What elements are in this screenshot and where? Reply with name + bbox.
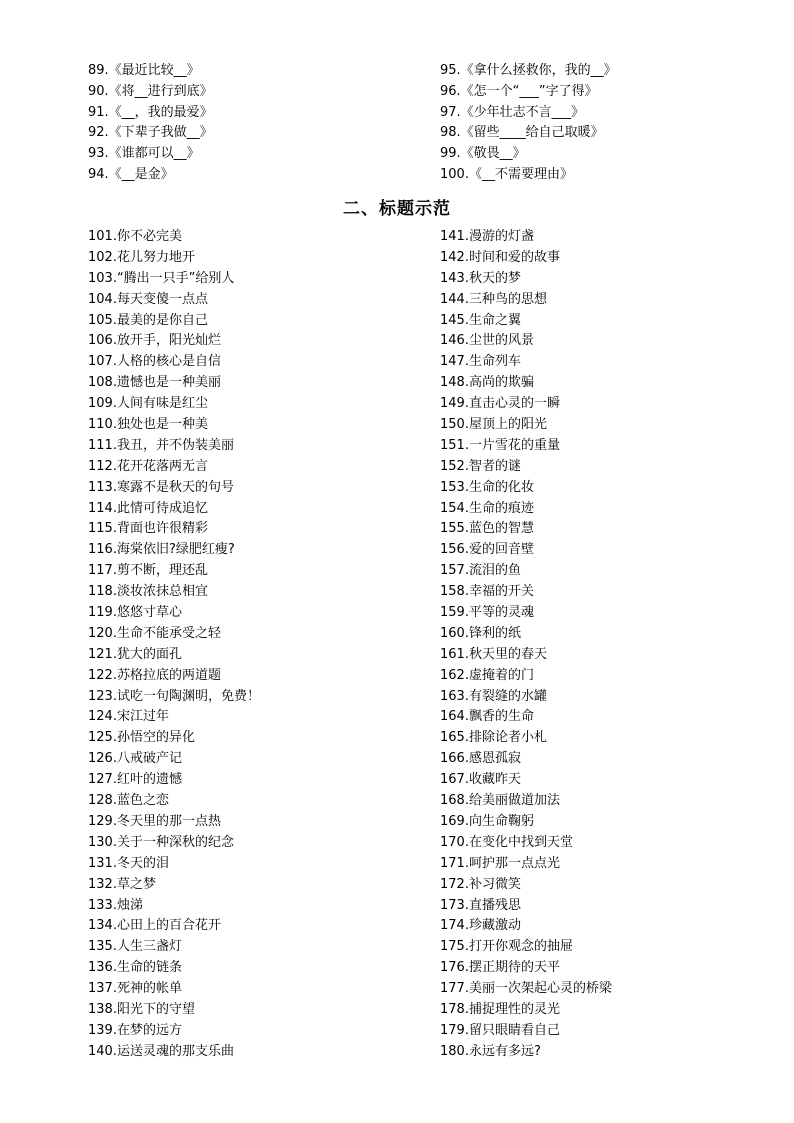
list-item: 142.时间和爱的故事 (440, 249, 560, 265)
list-item: 105.最美的是你自己 (88, 312, 208, 328)
list-item: 179.留只眼睛看自己 (440, 1022, 560, 1038)
list-item: 111.我丑，并不伪装美丽 (88, 437, 234, 453)
list-item: 176.摆正期待的天平 (440, 960, 560, 976)
list-item: 157.流泪的鱼 (440, 563, 521, 579)
list-item: 123.试吃一句陶渊明，免费！ (88, 688, 260, 704)
list-item: 104.每天变傻一点点 (88, 291, 208, 307)
list-item: 118.淡妆浓抹总相宜 (88, 584, 208, 600)
list-item: 174.珍藏激动 (440, 918, 521, 934)
list-item: 93.《谁都可以__》 (88, 146, 200, 162)
list-item: 120.生命不能承受之轻 (88, 625, 221, 641)
list-item: 115.背面也许很精彩 (88, 521, 208, 537)
list-item: 101.你不必完美 (88, 229, 182, 244)
list-item: 112.花开花落两无言 (88, 458, 208, 474)
list-item: 156.爱的回音壁 (440, 542, 534, 558)
list-item: 153.生命的化妆 (440, 479, 534, 495)
list-item: 90.《将__进行到底》 (88, 83, 213, 99)
list-item: 119.悠悠寸草心 (88, 605, 182, 621)
list-item: 140.运送灵魂的那支乐曲 (88, 1043, 234, 1059)
list-item: 94.《__是金》 (88, 166, 174, 182)
list-item: 98.《留些____给自己取暖》 (440, 125, 604, 141)
list-item: 167.收藏昨天 (440, 772, 521, 788)
list-item: 126.八戒破产记 (88, 751, 182, 767)
list-item: 170.在变化中找到天堂 (440, 834, 573, 850)
list-item: 108.遗憾也是一种美丽 (88, 375, 221, 391)
list-item: 172.补习微笑 (440, 876, 521, 892)
list-item: 138.阳光下的守望 (88, 1001, 195, 1017)
list-item: 116.海棠依旧?绿肥红瘦? (88, 542, 235, 558)
list-item: 114.此情可待成追忆 (88, 500, 208, 516)
list-item: 109.人间有味是红尘 (88, 396, 208, 412)
list-item: 152.智者的谜 (440, 458, 521, 474)
list-item: 132.草之梦 (88, 876, 156, 892)
list-item: 149.直击心灵的一瞬 (440, 396, 560, 412)
list-item: 103.“腾出一只手”给别人 (88, 270, 235, 286)
list-item: 95.《拿什么拯救你，我的__》 (440, 63, 617, 78)
list-item: 158.幸福的开关 (440, 584, 534, 600)
list-item: 161.秋天里的春天 (440, 646, 547, 662)
list-item: 145.生命之翼 (440, 312, 521, 328)
list-item: 92.《下辈子我做__》 (88, 125, 213, 141)
list-item: 146.尘世的风景 (440, 333, 534, 349)
list-item: 144.三种鸟的思想 (440, 291, 547, 307)
list-item: 91.《__，我的最爱》 (88, 104, 213, 120)
list-item: 175.打开你观念的抽屉 (440, 939, 573, 955)
list-item: 125.孙悟空的异化 (88, 730, 195, 746)
list-item: 128.蓝色之恋 (88, 793, 169, 809)
list-item: 163.有裂缝的水罐 (440, 688, 547, 704)
top-right-column (440, 61, 617, 186)
list-item: 148.高尚的欺骗 (440, 375, 534, 391)
list-item: 107.人格的核心是自信 (88, 354, 221, 370)
list-item: 171.呵护那一点点光 (440, 855, 560, 871)
section-left-column (88, 227, 260, 1063)
section-heading: 二、标题示范 (343, 199, 451, 219)
list-item: 159.平等的灵魂 (440, 605, 534, 621)
list-item: 127.红叶的遗憾 (88, 772, 182, 788)
list-item: 154.生命的痕迹 (440, 500, 534, 516)
list-item: 110.独处也是一种美 (88, 417, 208, 433)
list-item: 96.《怎一个“___”字了得》 (440, 83, 598, 99)
list-item: 97.《少年壮志不言___》 (440, 104, 585, 120)
top-left-column (88, 61, 213, 186)
list-item: 177.美丽一次架起心灵的桥梁 (440, 981, 612, 997)
list-item: 164.飘香的生命 (440, 709, 534, 725)
list-item: 141.漫游的灯盏 (440, 229, 534, 244)
list-item: 133.烛涕 (88, 897, 143, 913)
list-item: 147.生命列车 (440, 354, 521, 370)
list-item: 129.冬天里的那一点热 (88, 813, 221, 829)
list-item: 180.永远有多远? (440, 1043, 541, 1059)
list-item: 121.犹大的面孔 (88, 646, 182, 662)
list-item: 113.寒露不是秋天的句号 (88, 479, 234, 495)
list-item: 169.向生命鞠躬 (440, 813, 534, 829)
list-item: 99.《敬畏__》 (440, 146, 526, 162)
section-right-column (440, 227, 612, 1063)
list-item: 124.宋江过年 (88, 709, 169, 725)
list-item: 168.给美丽做道加法 (440, 793, 560, 809)
list-item: 139.在梦的远方 (88, 1022, 182, 1038)
list-item: 143.秋天的梦 (440, 270, 521, 286)
list-item: 100.《__不需要理由》 (440, 166, 573, 182)
list-item: 117.剪不断，理还乱 (88, 563, 208, 579)
list-item: 135.人生三盏灯 (88, 939, 182, 955)
list-item: 130.关于一种深秋的纪念 (88, 834, 234, 850)
list-item: 102.花儿努力地开 (88, 249, 195, 265)
list-item: 178.捕捉理性的灵光 (440, 1001, 560, 1017)
list-item: 106.放开手，阳光灿烂 (88, 333, 221, 349)
list-item: 165.排除论者小札 (440, 730, 547, 746)
list-item: 89.《最近比较__》 (88, 63, 200, 78)
list-item: 173.直播残思 (440, 897, 521, 913)
list-item: 122.苏格拉底的两道题 (88, 667, 221, 683)
list-item: 160.锋利的纸 (440, 625, 521, 641)
list-item: 162.虚掩着的门 (440, 667, 534, 683)
list-item: 151.一片雪花的重量 (440, 437, 560, 453)
list-item: 155.蓝色的智慧 (440, 521, 534, 537)
list-item: 166.感恩孤寂 (440, 751, 521, 767)
list-item: 150.屋顶上的阳光 (440, 417, 547, 433)
list-item: 134.心田上的百合花开 (88, 918, 221, 934)
list-item: 131.冬天的泪 (88, 855, 169, 871)
list-item: 137.死神的帐单 (88, 981, 182, 997)
list-item: 136.生命的链条 (88, 960, 182, 976)
